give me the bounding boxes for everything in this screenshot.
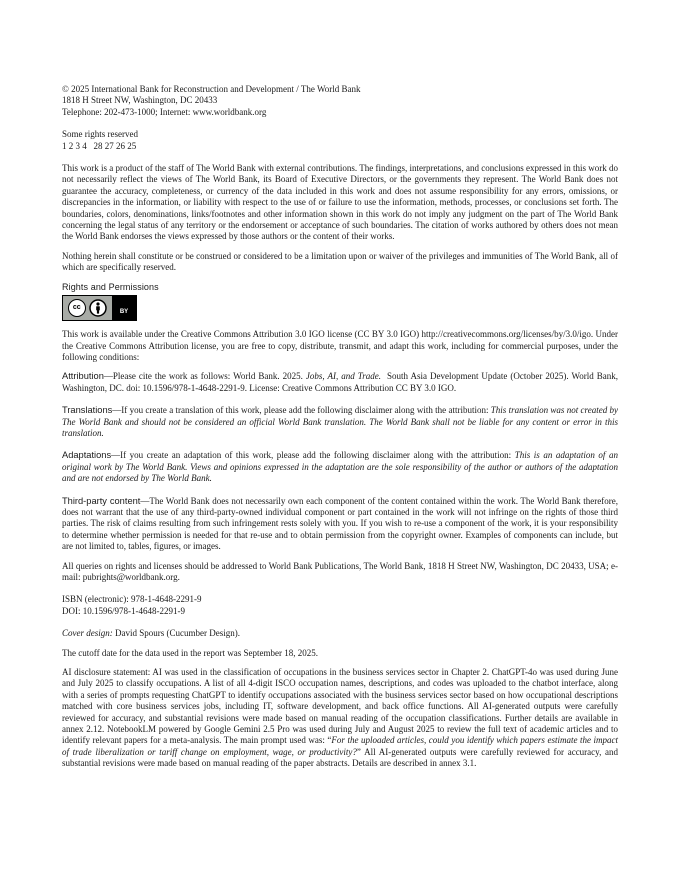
attribution-text: —Please cite the work as follows: World Bank. 2025. — [103, 371, 306, 382]
attribution-person-icon — [89, 299, 107, 317]
address-line: 1818 H Street NW, Washington, DC 20433 — [62, 95, 218, 106]
cover-design-label: Cover design: — [62, 628, 113, 639]
ai-disclosure-prompt: For the uploaded articles, could you identify which papers estimate the impact of trade liberalization or tariff change on employment, wage, or productivity? — [62, 735, 619, 757]
license-paragraph: This work is available under the Creative Commons Attribution 3.0 IGO license (CC BY 3.0 IGO) http://creativecommons.org/licenses/by/3.0/igo. Under the Creative Commons Attribution license, you are free to copy, distribute, transmit, and adapt this work, including for commercial purposes, under the following conditions: — [62, 329, 618, 362]
cc-icon: cc — [68, 299, 86, 317]
adaptations-label: Adaptations — [62, 450, 112, 461]
adaptations-disclaimer: This is an adaptation of an original work by The World Bank. Views and opinions expressed in the adaptation are the sole responsibility of the author or authors of the adaptation and are not endorsed by The World Bank. — [62, 450, 618, 484]
translations-disclaimer: This translation was not created by The World Bank and should not be considered an official World Bank translation. The World Bank shall not be liable for any content or error in this translation. — [62, 405, 618, 438]
ai-disclosure-text-after: ” All AI-generated outputs were carefully reviewed for accuracy, and substantial revisions were made based on manual reading of the paper abstracts. Details are described in annex 3.1. — [62, 746, 619, 769]
third-party-text: —The World Bank does not necessarily own each component of the content contained within the work. The World Bank therefore, does not warrant that the use of any third-party-owned individual component or part contained in the work will not infringe on the rights of those third parties. The risk of claims resulting from such infringement rests solely with you. If you wish to re-use a component of the work, it is your responsibility to determine whether permission is needed for that re-use and to obtain permission from the copyright owner. Examples of components can include, but are not limited to, tables, figures, or images. — [62, 495, 618, 552]
copyright-line: © 2025 International Bank for Reconstruction and Development / The World Bank — [62, 84, 361, 94]
contact-line: Telephone: 202-473-1000; Internet: www.worldbank.org — [62, 106, 267, 117]
attribution-label: Attribution — [62, 371, 104, 382]
doi-line: DOI: 10.1596/978-1-4648-2291-9 — [62, 605, 185, 616]
attribution-paragraph — [62, 371, 621, 394]
adaptations-text: —If you create an adaptation of this work, please add the following disclaimer along with the attribution: — [111, 450, 515, 461]
attribution-title: Jobs, AI, and Trade. — [305, 371, 381, 382]
rights-reserved-block — [62, 129, 618, 152]
cc-by-badge — [62, 295, 137, 321]
queries-paragraph: All queries on rights and licenses should be addressed to World Bank Publications, The World Bank, 1818 H Street NW, Washington, DC 20433, USA; e-mail: pubrights@worldbank.org. — [62, 560, 618, 582]
ai-disclosure-text: AI disclosure statement: AI was used in the classification of occupations in the business services sector in Chapter 2. ChatGPT-4o was used during June and July 2025 to classify occupations. A list of all 4-digit ISCO occupation names, descriptions, and codes was uploaded to the chatbot interface, along with a series of prompts requesting ChatGPT to identify occupations associated with the business services sector based on how occupational descriptions matched with core business services jobs, including IT, software development, and back office functions. All AI-generated outputs were carefully reviewed for accuracy, and substantial revisions were made based on manual reading of the occupation classifications. Further details are available in annex 2.12. NotebookLM powered by Google Gemini 2.5 Pro was used during July and August 2025 to review the full text of academic articles and to identify relevant papers for a meta-analysis. The main prompt used was: “ — [62, 667, 618, 746]
attribution-text-after: South Asia Development Update (October 2025). World Bank, Washington, DC. doi: 10.1596/978-1-4648-2291-9. License: Creative Commons Attribution CC BY 3.0 IGO. — [62, 371, 621, 393]
cc-badge-icons — [63, 296, 112, 320]
cover-design-value: David Spours (Cucumber Design). — [112, 628, 240, 639]
identifier-block — [62, 594, 618, 617]
third-party-label: Third-party content — [62, 495, 141, 506]
immunities-paragraph: Nothing herein shall constitute or be construed or considered to be a limitation upon or waiver of the privileges and immunities of The World Bank, all of which are specifically reserved. — [62, 250, 618, 273]
cutoff-line: The cutoff date for the data used in the report was September 18, 2025. — [62, 647, 319, 658]
rights-reserved-label: Some rights reserved — [62, 129, 138, 140]
third-party-paragraph — [62, 496, 618, 553]
ai-disclosure-paragraph — [62, 667, 618, 770]
translations-label: Translations — [62, 405, 113, 416]
adaptations-paragraph — [62, 450, 618, 484]
translations-paragraph — [62, 405, 618, 439]
disclaimer-paragraph: This work is a product of the staff of The World Bank with external contributions. The findings, interpretations, and conclusions expressed in this work do not necessarily reflect the views of The World Bank, its Board of Executive Directors, or the governments they represent. The World Bank does not guarantee the accuracy, completeness, or currency of the data included in this work and does not assume responsibility for any errors, omissions, or discrepancies in the information, or liability with respect to the use of or failure to use the information, methods, processes, or conclusions set forth. The boundaries, colors, denominations, links/footnotes and other information shown in this work do not imply any judgment on the part of The World Bank concerning the legal status of any territory or the endorsement or acceptance of such boundaries. The citation of works authored by others does not mean the World Bank endorses the views expressed by those authors or the content of their works. — [62, 163, 618, 242]
print-line: 1 2 3 4 28 27 26 25 — [62, 140, 137, 151]
by-label: BY — [112, 296, 136, 320]
isbn-line: ISBN (electronic): 978-1-4648-2291-9 — [62, 594, 202, 605]
translations-text: —If you create a translation of this work, please add the following disclaimer along with the attribution: — [112, 405, 491, 416]
rights-heading: Rights and Permissions — [62, 281, 159, 292]
copyright-page — [62, 84, 621, 770]
copyright-block — [62, 84, 618, 118]
cover-design-line — [62, 628, 618, 639]
